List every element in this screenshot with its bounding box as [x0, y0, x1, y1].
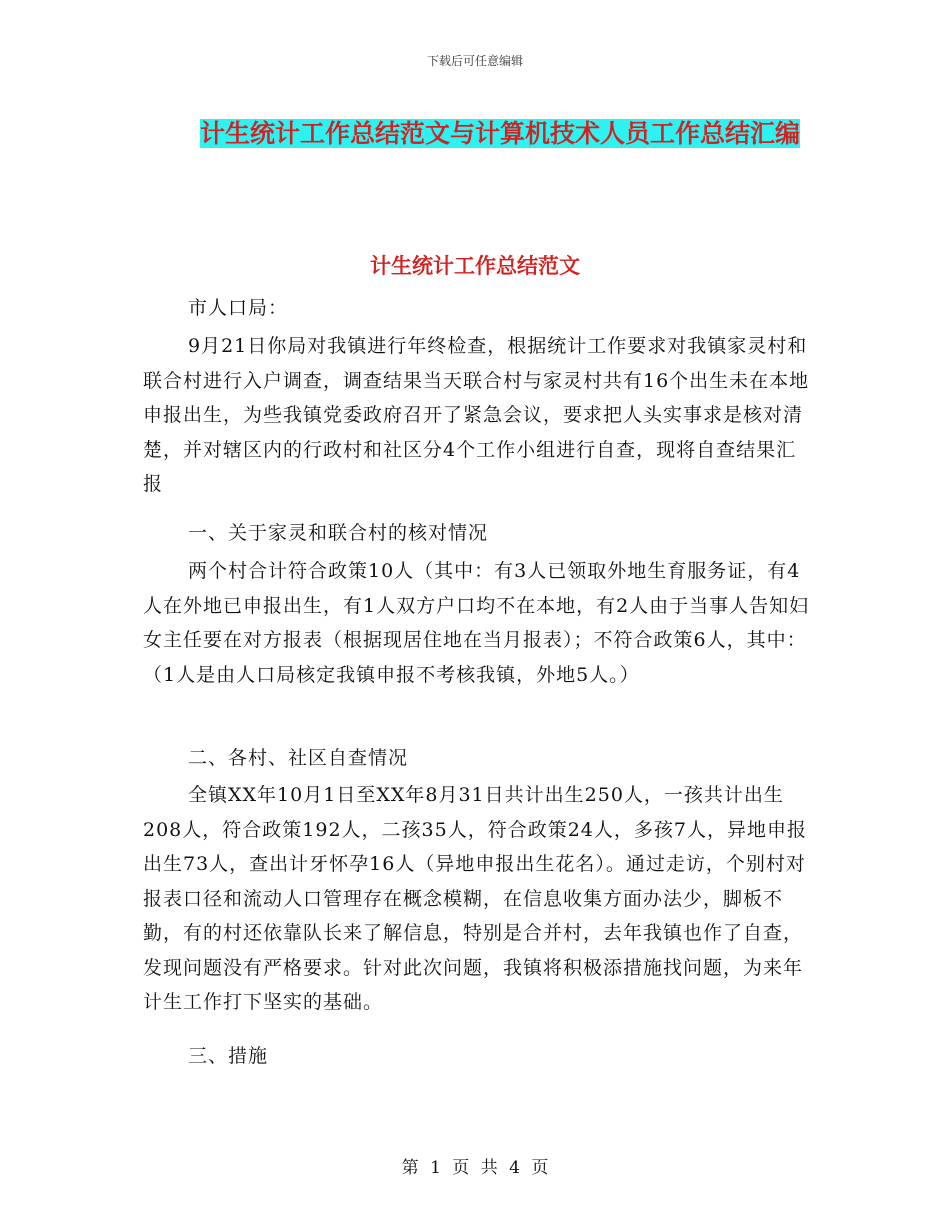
page-footer: 第 1 页 共 4 页	[401, 1158, 549, 1178]
heading-section-2: 二、各村、社区自查情况	[188, 747, 409, 769]
salutation: 市人口局：	[188, 297, 289, 319]
document-title	[150, 112, 850, 156]
paragraph-intro: 9月21日你局对我镇进行年终检查，根据统计工作要求对我镇家灵村和联合村进行入户调查，调查结果当天联合村与家灵村共有16个出生未在本地申报出生，为些我镇党委政府召开了紧急会议，要求把人头实事求是核对清楚，并对辖区内的行政村和社区分4个工作小组进行自查，现将自查结果汇报	[143, 335, 810, 495]
section-title: 计生统计工作总结范文	[370, 254, 580, 278]
heading-section-1: 一、关于家灵和联合村的核对情况	[188, 522, 489, 544]
paragraph-section-1: 两个村合计符合政策10人（其中：有3人已领取外地生育服务证，有4人在外地已申报出生，有1人双方户口均不在本地，有2人由于当事人告知妇女主任要在对方报表（根据现居住地在当月报表）；不符合政策6人，其中：（1人是由人口局核定我镇申报不考核我镇，外地5人。）	[143, 560, 810, 686]
document-title-text: 计生统计工作总结范文与计算机技术人员工作总结汇编	[199, 119, 800, 148]
header-note: 下载后可任意编辑	[426, 54, 523, 68]
heading-section-3: 三、措施	[188, 1045, 269, 1067]
paragraph-section-2: 全镇XX年10月1日至XX年8月31日共计出生250人，一孩共计出生208人，符合政策192人，二孩35人，符合政策24人，多孩7人，异地申报出生73人，查出计牙怀孕16人（异地申报出生花名）。通过走访，个别村对报表口径和流动人口管理存在概念模糊，在信息收集方面办法少，脚板不勤，有的村还依靠队长来了解信息，特别是合并村，去年我镇也作了自查，发现问题没有严格要求。针对此次问题，我镇将积极添措施找问题，为来年计生工作打下坚实的基础。	[143, 784, 807, 1013]
